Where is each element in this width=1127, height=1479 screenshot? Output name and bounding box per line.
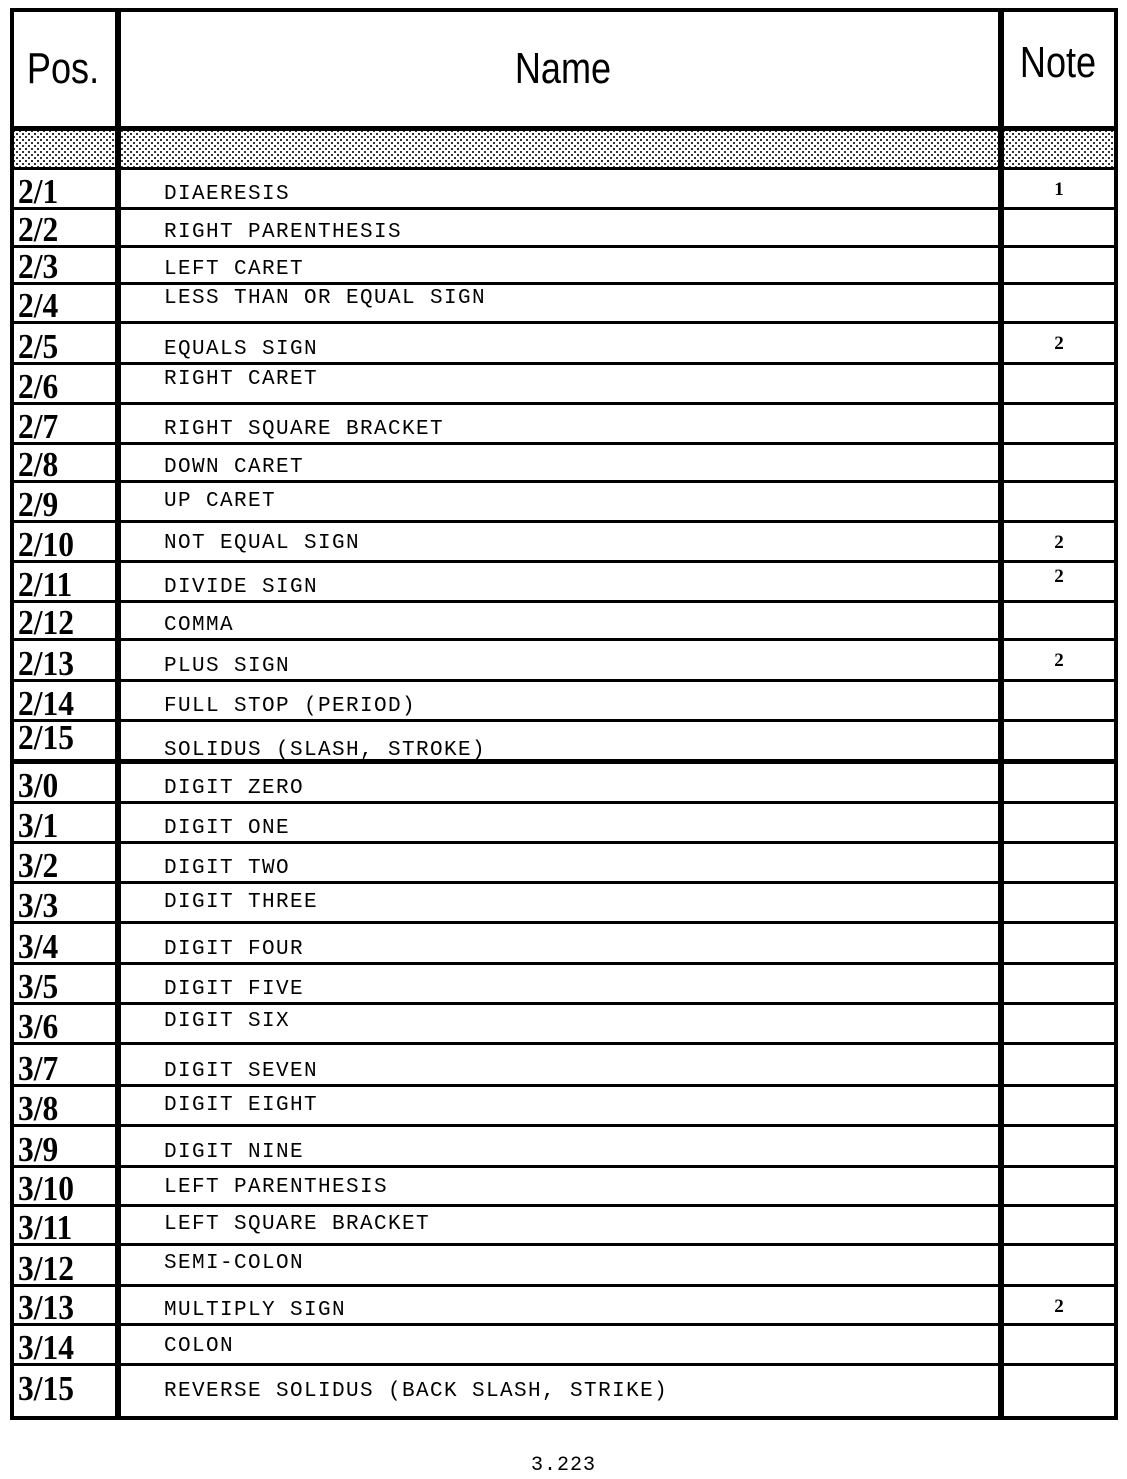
table-row (14, 1045, 1114, 1087)
name-cell: REVERSE SOLIDUS (BACK SLASH, STRIKE) (164, 1380, 669, 1403)
page-number: 3.223 (530, 1454, 596, 1477)
pos-cell: 3/4 (18, 927, 59, 966)
table-row (14, 445, 1114, 483)
name-cell: SEMI-COLON (164, 1252, 305, 1275)
name-cell: RIGHT PARENTHESIS (164, 221, 403, 244)
name-cell: NOT EQUAL SIGN (164, 532, 361, 555)
name-cell: DIGIT ONE (164, 817, 291, 840)
pos-cell: 2/8 (18, 445, 59, 484)
name-cell: DIGIT ZERO (164, 777, 305, 800)
hatched-separator-band (14, 131, 1114, 170)
pos-cell: 2/10 (18, 525, 75, 564)
name-cell: DIGIT FIVE (164, 978, 305, 1001)
pos-cell: 2/2 (18, 210, 59, 249)
table-row (14, 523, 1114, 563)
table-row (14, 603, 1114, 641)
table-row (14, 682, 1114, 722)
name-cell: LEFT CARET (164, 258, 305, 281)
table-row (14, 1326, 1114, 1366)
table-row (14, 718, 1114, 764)
table-row (14, 483, 1114, 523)
name-cell: DIGIT THREE (164, 891, 319, 914)
column-divider-name-note (998, 12, 1004, 1416)
pos-cell: 3/11 (18, 1208, 73, 1247)
name-cell: LEFT PARENTHESIS (164, 1176, 389, 1199)
name-cell: RIGHT CARET (164, 368, 319, 391)
note-cell: 2 (1054, 532, 1064, 553)
name-cell: UP CARET (164, 490, 277, 513)
table-row (14, 1366, 1114, 1408)
note-cell: 2 (1054, 566, 1064, 587)
pos-cell: 2/11 (18, 565, 73, 604)
name-cell: MULTIPLY SIGN (164, 1299, 347, 1322)
pos-cell: 3/15 (18, 1369, 75, 1408)
pos-cell: 3/9 (18, 1130, 59, 1169)
name-cell: RIGHT SQUARE BRACKET (164, 418, 445, 441)
pos-cell: 3/7 (18, 1049, 59, 1088)
name-cell: DIGIT EIGHT (164, 1094, 319, 1117)
table-row (14, 365, 1114, 405)
name-cell: LESS THAN OR EQUAL SIGN (164, 287, 487, 310)
character-table (10, 8, 1118, 1420)
name-cell: SOLIDUS (SLASH, STROKE) (164, 739, 487, 762)
pos-cell: 2/6 (18, 367, 59, 406)
table-row (14, 1246, 1114, 1287)
pos-cell: 3/0 (18, 766, 59, 805)
pos-cell: 3/5 (18, 967, 59, 1006)
note-cell: 2 (1054, 650, 1064, 671)
table-row (14, 1207, 1114, 1246)
table-row (14, 924, 1114, 965)
name-cell: DOWN CARET (164, 456, 305, 479)
name-cell: DIGIT FOUR (164, 938, 305, 961)
pos-cell: 2/5 (18, 327, 59, 366)
name-cell: DIAERESIS (164, 183, 291, 206)
pos-cell: 2/15 (18, 718, 75, 757)
name-cell: DIGIT NINE (164, 1141, 305, 1164)
pos-cell: 3/8 (18, 1089, 59, 1128)
column-header-pos: Pos. (26, 44, 100, 93)
pos-cell: 3/3 (18, 886, 59, 925)
note-cell: 2 (1054, 1296, 1064, 1317)
name-cell: EQUALS SIGN (164, 338, 319, 361)
pos-cell: 3/2 (18, 846, 59, 885)
table-row (14, 884, 1114, 924)
name-cell: DIVIDE SIGN (164, 576, 319, 599)
name-cell: FULL STOP (PERIOD) (164, 695, 417, 718)
note-cell: 1 (1054, 179, 1064, 200)
table-row (14, 1127, 1114, 1168)
column-header-name: Name (514, 44, 612, 93)
table-row (14, 965, 1114, 1005)
name-cell: DIGIT TWO (164, 857, 291, 880)
pos-cell: 2/12 (18, 603, 75, 642)
table-row (14, 764, 1114, 804)
pos-cell: 2/4 (18, 286, 59, 325)
column-divider-pos-name (115, 12, 121, 1416)
pos-cell: 3/12 (18, 1249, 75, 1288)
pos-cell: 2/14 (18, 684, 75, 723)
name-cell: PLUS SIGN (164, 655, 291, 678)
note-cell: 2 (1054, 333, 1064, 354)
table-row (14, 210, 1114, 248)
name-cell: COMMA (164, 614, 235, 637)
name-cell: DIGIT SEVEN (164, 1060, 319, 1083)
column-header-note: Note (1019, 38, 1097, 87)
table-body (14, 170, 1114, 1408)
pos-cell: 2/3 (18, 247, 59, 286)
table-row (14, 844, 1114, 884)
table-row (14, 248, 1114, 285)
pos-cell: 2/9 (18, 485, 59, 524)
table-row (14, 405, 1114, 445)
table-row (14, 324, 1114, 365)
table-row (14, 1087, 1114, 1127)
table-row (14, 641, 1114, 682)
pos-cell: 2/1 (18, 172, 59, 211)
pos-cell: 2/7 (18, 407, 59, 446)
pos-cell: 3/14 (18, 1328, 75, 1367)
table-row (14, 1287, 1114, 1326)
table-header (14, 12, 1114, 131)
name-cell: LEFT SQUARE BRACKET (164, 1213, 431, 1236)
name-cell: DIGIT SIX (164, 1010, 291, 1033)
pos-cell: 3/13 (18, 1288, 75, 1327)
table-row (14, 563, 1114, 603)
table-row (14, 285, 1114, 324)
table-row (14, 804, 1114, 844)
pos-cell: 2/13 (18, 644, 75, 683)
name-cell: COLON (164, 1335, 235, 1358)
table-row (14, 1168, 1114, 1207)
pos-cell: 3/10 (18, 1169, 75, 1208)
table-row (14, 170, 1114, 210)
pos-cell: 3/6 (18, 1007, 59, 1046)
table-row (14, 1005, 1114, 1045)
pos-cell: 3/1 (18, 806, 59, 845)
